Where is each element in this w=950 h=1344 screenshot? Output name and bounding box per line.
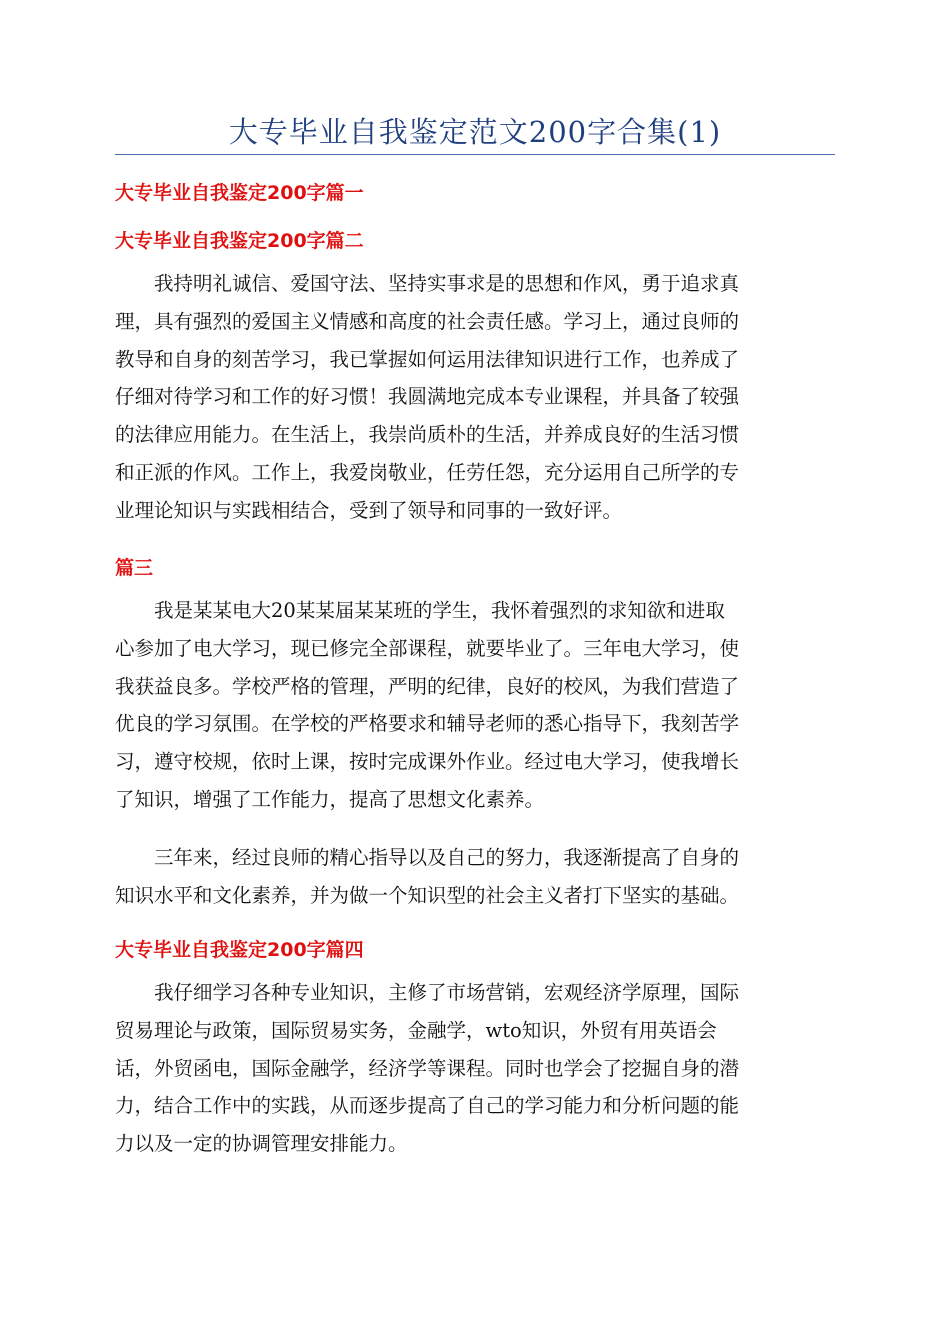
section-3-paragraph-2 <box>115 839 835 915</box>
paragraph-line: 知识水平和文化素养，并为做一个知识型的社会主义者打下坚实的基础。 <box>115 883 740 907</box>
paragraph-line: 心参加了电大学习，现已修完全部课程，就要毕业了。三年电大学习，使 <box>115 636 740 660</box>
paragraph-line: 贸易理论与政策，国际贸易实务，金融学，wto知识，外贸有用英语会 <box>115 1018 717 1042</box>
paragraph-line: 教导和自身的刻苦学习，我已掌握如何运用法律知识进行工作，也养成了 <box>115 347 740 371</box>
paragraph-line: 业理论知识与实践相结合，受到了领导和同事的一致好评。 <box>115 498 623 522</box>
document-title: 大专毕业自我鉴定范文200字合集(1) <box>228 115 722 149</box>
paragraph-line: 优良的学习氛围。在学校的严格要求和辅导老师的悉心指导下，我刻苦学 <box>115 712 740 736</box>
paragraph-line: 三年来，经过良师的精心指导以及自己的努力，我逐渐提高了自身的 <box>154 846 740 869</box>
paragraph-line: 的法律应用能力。在生活上，我崇尚质朴的生活，并养成良好的生活习惯 <box>115 423 740 447</box>
paragraph-line: 和正派的作风。工作上，我爱岗敬业，任劳任怨，充分运用自己所学的专 <box>115 460 740 484</box>
paragraph-line: 了知识，增强了工作能力，提高了思想文化素养。 <box>115 787 545 811</box>
paragraph-line: 理，具有强烈的爱国主义情感和高度的社会责任感。学习上，通过良师的 <box>115 309 740 333</box>
title-underline-rule <box>115 154 835 155</box>
paragraph-line: 习，遵守校规，依时上课，按时完成课外作业。经过电大学习，使我增长 <box>115 750 740 774</box>
paragraph-line: 我持明礼诚信、爱国守法、坚持实事求是的思想和作风，勇于追求真 <box>154 272 740 295</box>
paragraph-line: 力，结合工作中的实践，从而逐步提高了自己的学习能力和分析问题的能 <box>115 1094 740 1118</box>
paragraph-line: 我获益良多。学校严格的管理，严明的纪律，良好的校风，为我们营造了 <box>115 674 740 698</box>
section-4-paragraph-1 <box>115 974 835 1163</box>
paragraph-line: 话，外贸函电，国际金融学，经济学等课程。同时也学会了挖掘自身的潜 <box>115 1056 740 1080</box>
section-3-paragraph-1 <box>115 592 835 819</box>
paragraph-line: 力以及一定的协调管理安排能力。 <box>115 1132 408 1156</box>
section-heading-3: 篇三 <box>115 557 154 579</box>
paragraph-line: 我仔细学习各种专业知识，主修了市场营销，宏观经济学原理，国际 <box>154 981 740 1004</box>
section-heading-2: 大专毕业自我鉴定200字篇二 <box>115 230 364 252</box>
section-2-paragraph-1 <box>115 265 835 530</box>
paragraph-line: 仔细对待学习和工作的好习惯！我圆满地完成本专业课程，并具备了较强 <box>115 385 740 409</box>
section-heading-1: 大专毕业自我鉴定200字篇一 <box>115 182 364 204</box>
paragraph-line: 我是某某电大20某某届某某班的学生，我怀着强烈的求知欲和进取 <box>154 599 725 622</box>
section-heading-4: 大专毕业自我鉴定200字篇四 <box>115 939 364 961</box>
